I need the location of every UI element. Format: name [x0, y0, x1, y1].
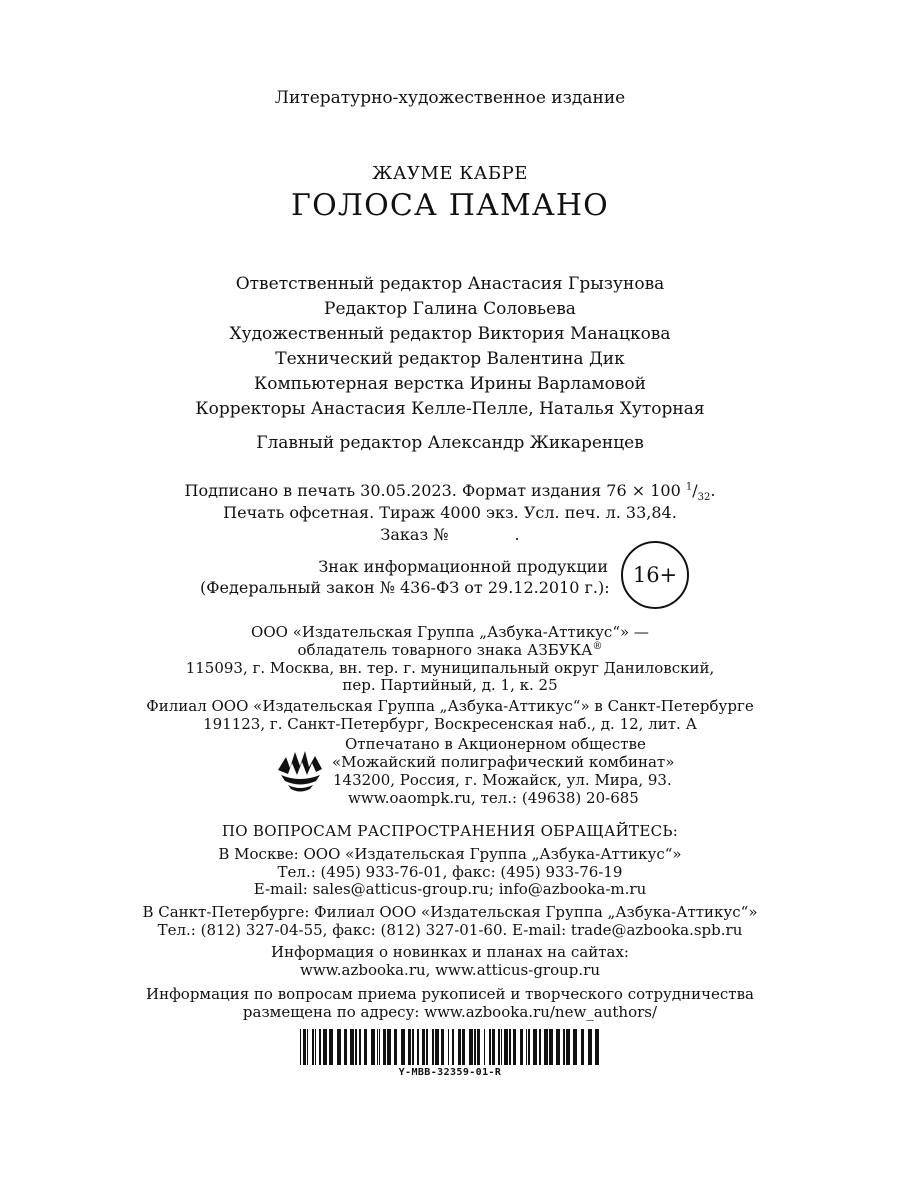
info-line-4: размещена по адресу: www.azbooka.ru/new_authors/ [242, 1003, 658, 1021]
barcode-bar [307, 1029, 308, 1065]
age-rating-law: (Федеральный закон № 436-ФЗ от 29.12.2010 г.): [200, 578, 610, 597]
barcode-bar [355, 1029, 357, 1065]
barcode [300, 1029, 600, 1065]
barcode-bar [520, 1029, 523, 1065]
barcode-bar [387, 1029, 391, 1065]
distribution-heading: ПО ВОПРОСАМ РАСПРОСТРАНЕНИЯ ОБРАЩАЙТЕСЬ: [221, 822, 679, 840]
barcode-bar [441, 1029, 444, 1065]
info-line-2: www.azbooka.ru, www.atticus-group.ru [300, 961, 600, 979]
barcode-bar [489, 1029, 491, 1065]
trademark-owner: обладатель товарного знака АЗБУКА® [297, 641, 603, 659]
barcode-bar [533, 1029, 537, 1065]
distribution-spb-1: В Санкт-Петербурге: Филиал ООО «Издательская Группа „Азбука-Аттикус“» [142, 903, 758, 921]
print-info-line-1: Подписано в печать 30.05.2023. Формат издания 76 × 100 $^1/_{32}$. [184, 481, 716, 504]
barcode-bar [426, 1029, 428, 1065]
barcode-bar [581, 1029, 584, 1065]
barcode-bar [462, 1029, 465, 1065]
chief-editor: Главный редактор Александр Жикаренцев [256, 433, 644, 453]
age-rating-label: Знак информационной продукции [318, 557, 608, 576]
barcode-bar [383, 1029, 386, 1065]
barcode-bar [394, 1029, 397, 1065]
barcode-bar [492, 1029, 495, 1065]
barcode-bar [379, 1029, 380, 1065]
barcode-bar [509, 1029, 511, 1065]
info-line-1: Информация о новинках и планах на сайтах: [271, 943, 629, 961]
barcode-bar [337, 1029, 341, 1065]
print-info-line-2: Печать офсетная. Тираж 4000 экз. Усл. печ. л. 33,84. [223, 503, 677, 522]
distribution-moscow-1: В Москве: ООО «Издательская Группа „Азбука-Аттикус“» [218, 845, 682, 863]
barcode-bar [312, 1029, 314, 1065]
printer-crown-logo-icon [276, 748, 324, 794]
barcode-bar [319, 1029, 321, 1065]
barcode-bar [408, 1029, 411, 1065]
barcode-bar [315, 1029, 316, 1065]
credit-line: Ответственный редактор Анастасия Грызунова [235, 274, 665, 294]
barcode-bar [539, 1029, 541, 1065]
barcode-text: Y-MBB-32359-01-R [398, 1067, 502, 1078]
distribution-moscow-3: E-mail: sales@atticus-group.ru; info@azbooka-m.ru [253, 880, 647, 898]
barcode-bar [371, 1029, 375, 1065]
printer-line-1: Отпечатано в Акционерном обществе [345, 735, 646, 753]
barcode-bar [300, 1029, 301, 1065]
credit-line: Корректоры Анастасия Келле-Пелле, Наталья Хуторная [195, 399, 705, 419]
age-rating-badge: 16+ [621, 541, 689, 609]
barcode-bar [458, 1029, 461, 1065]
barcode-bar [323, 1029, 327, 1065]
author-name: ЖАУМЕ КАБРЕ [372, 163, 528, 184]
barcode-bar [364, 1029, 367, 1065]
barcode-bar [448, 1029, 449, 1065]
barcode-bar [556, 1029, 560, 1065]
publisher-name: ООО «Издательская Группа „Азбука-Аттикус“» — [251, 623, 649, 641]
credit-line: Технический редактор Валентина Дик [275, 349, 625, 369]
barcode-bar [435, 1029, 439, 1065]
printer-line-2: «Можайский полиграфический комбинат» [332, 753, 675, 771]
barcode-bar [474, 1029, 476, 1065]
edition-type: Литературно-художественное издание [274, 88, 626, 108]
barcode-bar [422, 1029, 425, 1065]
barcode-bar [377, 1029, 378, 1065]
publisher-address-2: пер. Партийный, д. 1, к. 25 [342, 676, 558, 694]
barcode-bar [588, 1029, 592, 1065]
barcode-bar [573, 1029, 577, 1065]
barcode-bar [329, 1029, 333, 1065]
barcode-bar [359, 1029, 361, 1065]
barcode-bar [432, 1029, 434, 1065]
barcode-bar [526, 1029, 527, 1065]
distribution-moscow-2: Тел.: (495) 933-76-01, факс: (495) 933-76-19 [277, 863, 623, 881]
info-line-3: Информация по вопросам приема рукописей и творческого сотрудничества [145, 985, 754, 1003]
barcode-bar [513, 1029, 516, 1065]
barcode-bar [544, 1029, 548, 1065]
barcode-bar [563, 1029, 565, 1065]
barcode-bar [484, 1029, 485, 1065]
barcode-bar [469, 1029, 473, 1065]
branch-name: Филиал ООО «Издательская Группа „Азбука-Аттикус“» в Санкт-Петербурге [146, 697, 754, 715]
order-number: Заказ № . [380, 525, 520, 544]
barcode-bar [477, 1029, 480, 1065]
barcode-bar [350, 1029, 354, 1065]
book-title: ГОЛОСА ПАМАНО [291, 188, 609, 223]
barcode-bar [595, 1029, 599, 1065]
barcode-bar [401, 1029, 405, 1065]
distribution-spb-2: Тел.: (812) 327-04-55, факс: (812) 327-01-60. E-mail: trade@azbooka.spb.ru [157, 921, 743, 939]
branch-address: 191123, г. Санкт-Петербург, Воскресенская наб., д. 12, лит. А [203, 715, 697, 733]
printer-line-3: 143200, Россия, г. Можайск, ул. Мира, 93. [333, 771, 672, 789]
barcode-bar [498, 1029, 500, 1065]
barcode-bar [549, 1029, 553, 1065]
barcode-bar [566, 1029, 570, 1065]
barcode-bar [528, 1029, 530, 1065]
barcode-bar [501, 1029, 502, 1065]
credit-line: Компьютерная верстка Ирины Варламовой [254, 374, 646, 394]
barcode-bar [303, 1029, 306, 1065]
barcode-bar [417, 1029, 419, 1065]
printer-line-4: www.oaompk.ru, тел.: (49638) 20-685 [348, 789, 639, 807]
barcode-bar [504, 1029, 508, 1065]
publisher-address: 115093, г. Москва, вн. тер. г. муниципальный округ Даниловский, [185, 659, 715, 677]
barcode-bar [412, 1029, 414, 1065]
barcode-bar [452, 1029, 454, 1065]
credit-line: Редактор Галина Соловьева [324, 299, 576, 319]
credit-line: Художественный редактор Виктория Манацкова [229, 324, 671, 344]
barcode-bar [344, 1029, 347, 1065]
